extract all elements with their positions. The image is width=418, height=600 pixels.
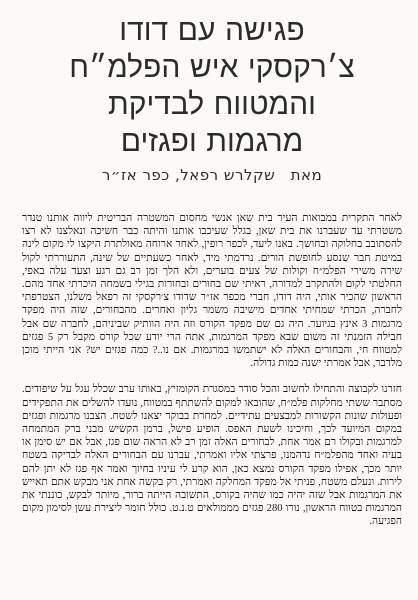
title-line-2: צ׳רקסקי איש הפלמ״ח (69, 50, 355, 85)
body-paragraph-1: לאחר התקרית במבואות העיר בית שאן אנשי מחסום המשטרה הבריטית ליווה אותנו טנדר משטרתי עד שעברנו את בית שאן, בגלל שעיכבו אותנו והיתה כבר חשיכה ונאלצנו לא רצו להסתובב בחלוקה ובחושך. באנו ליעד, לכפר רופין, לאחר ארוחה מאולתרת היקצו לי מקום לינה במיטת חבר שנסע לחופשת הורים. נרדמתי מיד, לאחר כשעתיים של שינה, התעוררתי לקול שירה משירי הפלמ״ח וקולות של צעים בוערים, ולא הלך זמן רב גם רגע וצעד עלה באפי, החלטתי לקום ולהתקרב למדורה, ראיתי שם בחורים ובחורות בגילי בשמחה היכרתי אחד מהם. הראשון שהכיר אותי, היה דודו, חברי מכפר אז״ר שדודו צ׳רקסקי זה רפאל משלנו, הצטרפתי לחברה, הכרתי שמחיתי אחדים מישיבה משמר גליון ואחרים. מהבחורים, שזה היה מפקד מרגמות 3 אינץ בגיוער. היה גם שם מפקד הקורס וזה היה הוותיק שביניהם, לחברה שם אבל חבילה הזמנתי זה משום שבא מפקד המרגמות, אתה הרי יודע שכל קורס מקבל רק 5 פגזים למטווח חי, והבחורים האלה לא ישתמשו במרגמות. אם נו..? כמה פגזים יש? אני הייתי מוכן מלדבר, אבל אמרתי ישנה כמות גדולה. (22, 213, 402, 370)
title-line-1: פגישה עם דודו (119, 13, 305, 48)
body-paragraph-2: חזרנו לקבוצה והתחילו לחשוב והכל סודר במסגרת הקומזיץ, באותו ערב שכלל עגל על שיפודים. מסתבר ששתי מחלקות פלמ״ח, שהובאו למקום להשתתף במטווח, נועדו להשלים את התפקידים ופעולות שונות הקשורות למבצעים עתידיים. למחרת בבוקר יצאנו לשטח. הצבנו מרגמות ופגזים במקום המיועד לכך, וחיכינו לשעת האפס. הופיע פישל, ברמן הקשיש מבני ברק המתמחה למרגמות ובקולו רם אמר אחת, לבחורים האלה זמן רב לא הראה שום פגז, אבל אם יש סימן או בעיה ואחד מהפלמ״ח נדהמנו, פרצתי אליו ואמרתי, עברנו עם הבחורים האלה לבדיקה בשטח יותר מכך, אפילו מפקד הקורס נמצא כאן, הוא קרע לי עיניו בחיוך ואמר אף פגז לא יתן להם לירות. ונעלם משטח, פניתי אל מפקד המחלקה ואמרתי, רק בקשה אחת אני מבקש אתם תאייש את המרגמות אבל שזה יהיה כמו שהיה בקורס, התשובה הייתה ברור, מיותר לבקש, כוננתי את המרגמות בטווח הראשון, נורו 280 פגזים מממולאים ט.נ.ט. כולל חומר ליצירת עשן לסימון מקום הפגיעה. (22, 384, 402, 528)
article-byline (22, 166, 402, 184)
article-body (22, 212, 402, 529)
article-title (22, 12, 402, 160)
byline-from-label: מאת (290, 166, 323, 184)
byline-author: שקלרש רפאל, כפר אז״ר (101, 166, 276, 184)
title-line-3: והמטווח לבדיקת (108, 87, 316, 122)
title-line-4: מרגמות ופגזים (120, 124, 304, 159)
